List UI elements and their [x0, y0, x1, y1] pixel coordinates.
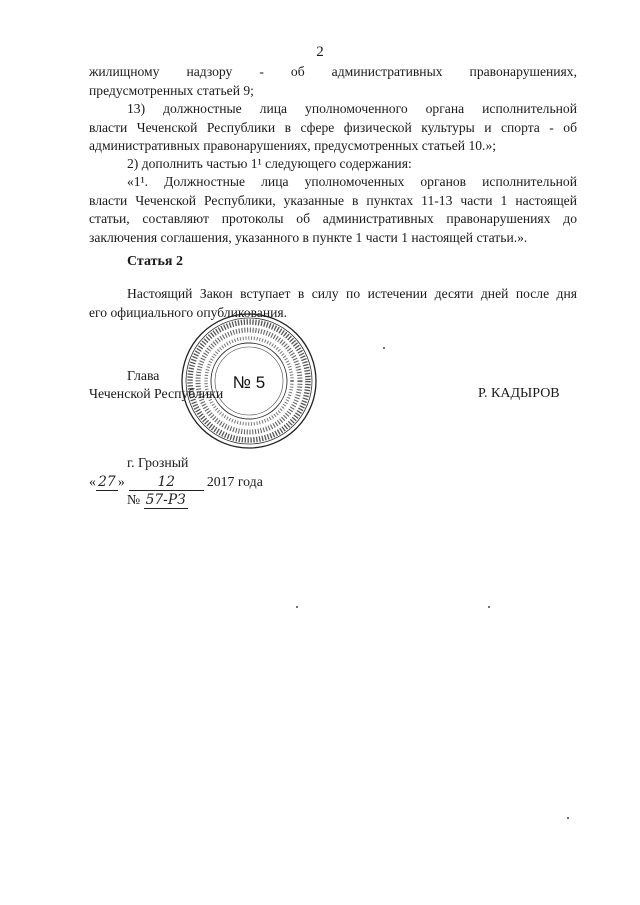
law-number-line [127, 492, 188, 509]
text-line: статьи, составляют протоколы об административных правонарушениях до [89, 211, 577, 226]
text-line: 2) дополнить частью 1¹ следующего содержания: [127, 156, 412, 171]
paragraph-continuation [89, 63, 577, 100]
date-day: 27 [96, 474, 118, 491]
scan-speck [383, 347, 385, 349]
signature-title-line1: Глава [127, 368, 160, 383]
text-line: административных правонарушениях, предусмотренных статьей 10.»; [89, 138, 497, 153]
text-line: предусмотренных статьей 9; [89, 82, 254, 98]
article-heading: Статья 2 [127, 254, 183, 269]
quote-close: » [117, 474, 125, 489]
official-seal [180, 312, 318, 450]
seal-number: № 5 [232, 373, 266, 392]
text-line: Настоящий Закон вступает в силу по истечении десяти дней после дня [127, 286, 577, 301]
scan-speck [296, 606, 298, 608]
text-line: его официального опубликования. [89, 304, 288, 320]
quote-open: « [89, 474, 96, 489]
signatory-name: Р. КАДЫРОВ [478, 386, 560, 401]
text-line: власти Чеченской Республики в сфере физической культуры и спорта - об [89, 119, 577, 135]
date-year: 2017 года [206, 474, 263, 489]
scan-speck [567, 817, 569, 819]
city: г. Грозный [127, 455, 189, 470]
paragraph-quote [89, 173, 577, 247]
paragraph-item-2 [89, 155, 577, 174]
date-month: 12 [129, 474, 204, 491]
text-line: 13) должностные лица уполномоченного органа исполнительной [127, 101, 577, 116]
text-line: жилищному надзору - об административных правонарушениях, [89, 64, 577, 79]
law-number: 57-РЗ [145, 492, 186, 508]
paragraph-article-2 [89, 285, 577, 322]
page-number: 2 [316, 44, 324, 60]
date-line [89, 474, 263, 491]
text-line: заключения соглашения, указанного в пункте 1 части 1 настоящей статьи.». [89, 229, 528, 245]
text-line: власти Чеченской Республики, указанные в пунктах 11-13 части 1 настоящей [89, 192, 577, 208]
scan-speck [488, 606, 490, 608]
law-number-prefix: № [127, 492, 141, 507]
text-line: «1¹. Должностные лица уполномоченных органов исполнительной [127, 174, 577, 189]
paragraph-item-13 [89, 100, 577, 156]
signature-title-line2: Чеченской Республики [89, 386, 224, 401]
